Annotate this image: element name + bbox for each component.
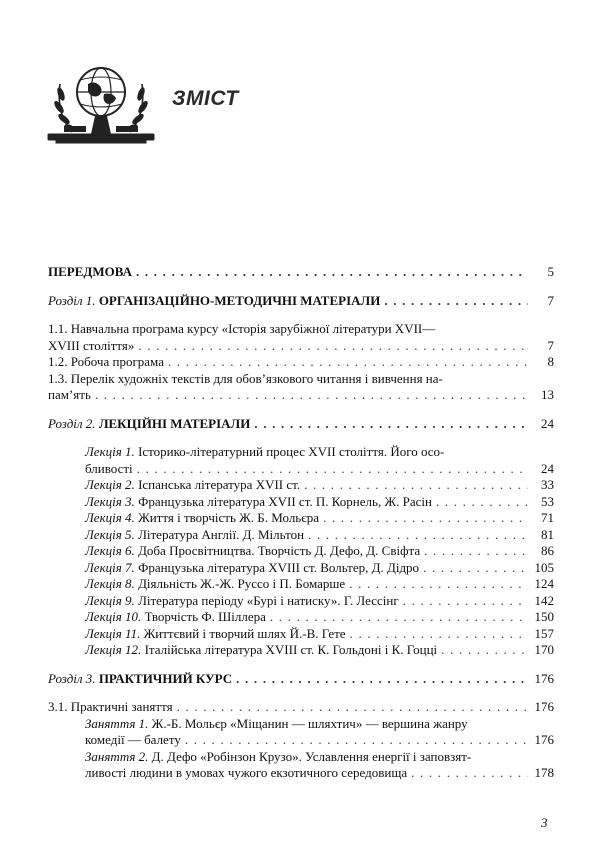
toc-leader-dots <box>437 642 528 659</box>
toc-entry-1-2[interactable] <box>48 354 554 371</box>
toc-leader-dots <box>420 543 528 560</box>
toc-entry-1-1[interactable] <box>48 321 554 354</box>
lecture-number: Лекція 8. <box>85 576 135 591</box>
toc-leader-dots <box>319 510 528 527</box>
toc-lesson-1[interactable] <box>48 716 554 749</box>
toc-leader-dots <box>346 626 528 643</box>
toc-entry-line: ливості людини в умовах чужого екзотичного середовища <box>85 765 408 780</box>
toc-leader-dots <box>419 560 528 577</box>
toc-lecture-9[interactable] <box>48 593 554 610</box>
globe-emblem-icon <box>42 54 160 154</box>
toc-page-number: 124 <box>534 576 554 591</box>
toc-entry-line: Д. Дефо «Робінзон Крузо». Уславлення енергії і заповзят- <box>151 748 472 764</box>
toc-page-number: 24 <box>541 415 554 431</box>
toc-leader-dots <box>134 338 528 355</box>
toc-page-number: 176 <box>534 732 554 747</box>
toc-page-number: 176 <box>534 670 554 686</box>
lecture-number: Лекція 5. <box>85 526 135 542</box>
lecture-number: Лекція 3. <box>85 493 135 509</box>
lecture-title: Життєвий і творчий шлях Й.-В. Гете <box>143 625 346 641</box>
lecture-title: Життя і творчість Ж. Б. Мольєра <box>138 510 320 525</box>
toc-section-1[interactable] <box>48 293 554 310</box>
toc-entry-preface[interactable] <box>48 264 554 281</box>
toc-entry-line: пам’ять <box>48 387 91 402</box>
lecture-title: Література Англії. Д. Мільтон <box>138 526 305 542</box>
toc-entry-line: бливості <box>85 460 133 476</box>
toc-page-number: 13 <box>541 387 554 402</box>
toc-lecture-7[interactable] <box>48 560 554 577</box>
toc-entry-label: 3.1. Практичні заняття <box>48 699 173 714</box>
toc-leader-dots <box>181 732 528 749</box>
section-label: ПРАКТИЧНИЙ КУРС <box>98 670 233 686</box>
toc-lecture-8[interactable] <box>48 576 554 593</box>
toc-page-number: 176 <box>534 699 554 714</box>
toc-leader-dots <box>164 354 528 371</box>
toc-page-number: 5 <box>547 264 554 279</box>
toc-entry-label: 1.2. Робоча програма <box>48 354 164 369</box>
toc-lecture-10[interactable] <box>48 609 554 626</box>
toc-entry-3-1[interactable] <box>48 699 554 716</box>
lecture-title: Французька література XVIII ст. Вольтер, Д. Дідро <box>138 559 420 575</box>
toc-lecture-4[interactable] <box>48 510 554 527</box>
lesson-number: Заняття 2. <box>85 748 149 764</box>
toc-page-number: 178 <box>534 765 554 780</box>
toc-lecture-3[interactable] <box>48 494 554 511</box>
toc-entry-label: ПЕРЕДМОВА <box>48 264 132 279</box>
toc-page-number: 71 <box>541 510 554 525</box>
lecture-number: Лекція 4. <box>85 510 135 525</box>
toc-section-2[interactable] <box>48 416 554 433</box>
toc-leader-dots <box>304 527 528 544</box>
lecture-number: Лекція 10. <box>85 609 142 624</box>
lesson-number: Заняття 1. <box>85 715 149 731</box>
section-prefix: Розділ 3. <box>48 670 96 686</box>
toc-page-number: 157 <box>534 625 554 641</box>
toc-leader-dots <box>407 765 528 782</box>
toc-page-number: 8 <box>547 354 554 369</box>
toc-entry-line: XVIII століття» <box>48 337 135 353</box>
toc-entry-1-3[interactable] <box>48 371 554 404</box>
toc-entry-line: 1.3. Перелік художніх текстів для обов’язкового читання і вивчення на- <box>48 370 443 386</box>
toc-lecture-12[interactable] <box>48 642 554 659</box>
toc-leader-dots <box>399 593 528 610</box>
toc-leader-dots <box>266 609 528 626</box>
toc-page-number: 33 <box>541 477 554 492</box>
lecture-number: Лекція 2. <box>85 477 135 492</box>
lecture-number: Лекція 1. <box>85 444 135 459</box>
section-label: ОРГАНІЗАЦІЙНО-МЕТОДИЧНІ МАТЕРІАЛИ <box>98 292 381 308</box>
toc-leader-dots <box>173 699 528 716</box>
toc-page-number: 170 <box>534 642 554 657</box>
toc-page-number: 105 <box>534 559 554 575</box>
toc-leader-dots <box>380 293 528 310</box>
lecture-number: Лекція 6. <box>85 543 135 558</box>
toc-page-number: 81 <box>541 526 554 542</box>
toc-page-number: 24 <box>541 460 554 476</box>
toc-leader-dots <box>345 576 528 593</box>
lecture-title: Література періоду «Бурі і натиску». Г. Лессінг <box>138 592 399 608</box>
lecture-title: Діяльність Ж.-Ж. Руссо і П. Бомарше <box>138 576 346 591</box>
section-prefix: Розділ 2. <box>48 415 96 431</box>
toc-leader-dots <box>91 387 528 404</box>
toc-entry-line: комедії — балету <box>85 732 181 747</box>
lecture-title: Доба Просвітництва. Творчість Д. Дефо, Д. Свіфта <box>138 543 421 558</box>
toc-leader-dots <box>132 264 528 281</box>
toc-leader-dots <box>232 671 528 688</box>
lecture-number: Лекція 12. <box>85 642 142 657</box>
toc-page-number: 150 <box>534 609 554 624</box>
lecture-title: Італійська література XVIII ст. К. Гольдоні і К. Гоцці <box>144 642 438 657</box>
lecture-number: Лекція 11. <box>85 625 141 641</box>
toc-leader-dots <box>133 461 528 478</box>
toc-section-3[interactable] <box>48 671 554 688</box>
toc-page-number: 53 <box>541 493 554 509</box>
table-of-contents <box>48 264 554 782</box>
toc-page-number: 7 <box>547 337 554 353</box>
toc-lesson-2[interactable] <box>48 749 554 782</box>
lecture-title: Французька література XVII ст. П. Корнель, Ж. Расін <box>138 493 432 509</box>
toc-lecture-11[interactable] <box>48 626 554 643</box>
toc-page-number: 86 <box>541 543 554 558</box>
toc-lecture-5[interactable] <box>48 527 554 544</box>
lecture-number: Лекція 9. <box>85 592 135 608</box>
toc-lecture-6[interactable] <box>48 543 554 560</box>
page-title: ЗМІСТ <box>172 87 239 110</box>
toc-leader-dots <box>300 477 528 494</box>
page-number: 3 <box>541 815 548 830</box>
lecture-title: Творчість Ф. Шіллера <box>144 609 266 624</box>
lecture-number: Лекція 7. <box>85 559 135 575</box>
section-prefix: Розділ 1. <box>48 292 96 308</box>
toc-leader-dots <box>432 494 528 511</box>
toc-lecture-2[interactable] <box>48 477 554 494</box>
toc-leader-dots <box>250 416 528 433</box>
lecture-title: Іспанська література XVII ст. <box>138 477 301 492</box>
toc-page-number: 7 <box>547 292 554 308</box>
section-label: ЛЕКЦІЙНІ МАТЕРІАЛИ <box>98 415 251 431</box>
toc-entry-line: Ж.-Б. Мольєр «Міщанин — шляхтич» — вершина жанру <box>151 715 468 731</box>
toc-entry-line: Історико-літературний процес XVII століття. Його осо- <box>138 444 445 459</box>
toc-page-number: 142 <box>534 592 554 608</box>
toc-lecture-1[interactable] <box>48 444 554 477</box>
toc-entry-line: 1.1. Навчальна програма курсу «Історія зарубіжної літератури XVII— <box>48 321 436 336</box>
